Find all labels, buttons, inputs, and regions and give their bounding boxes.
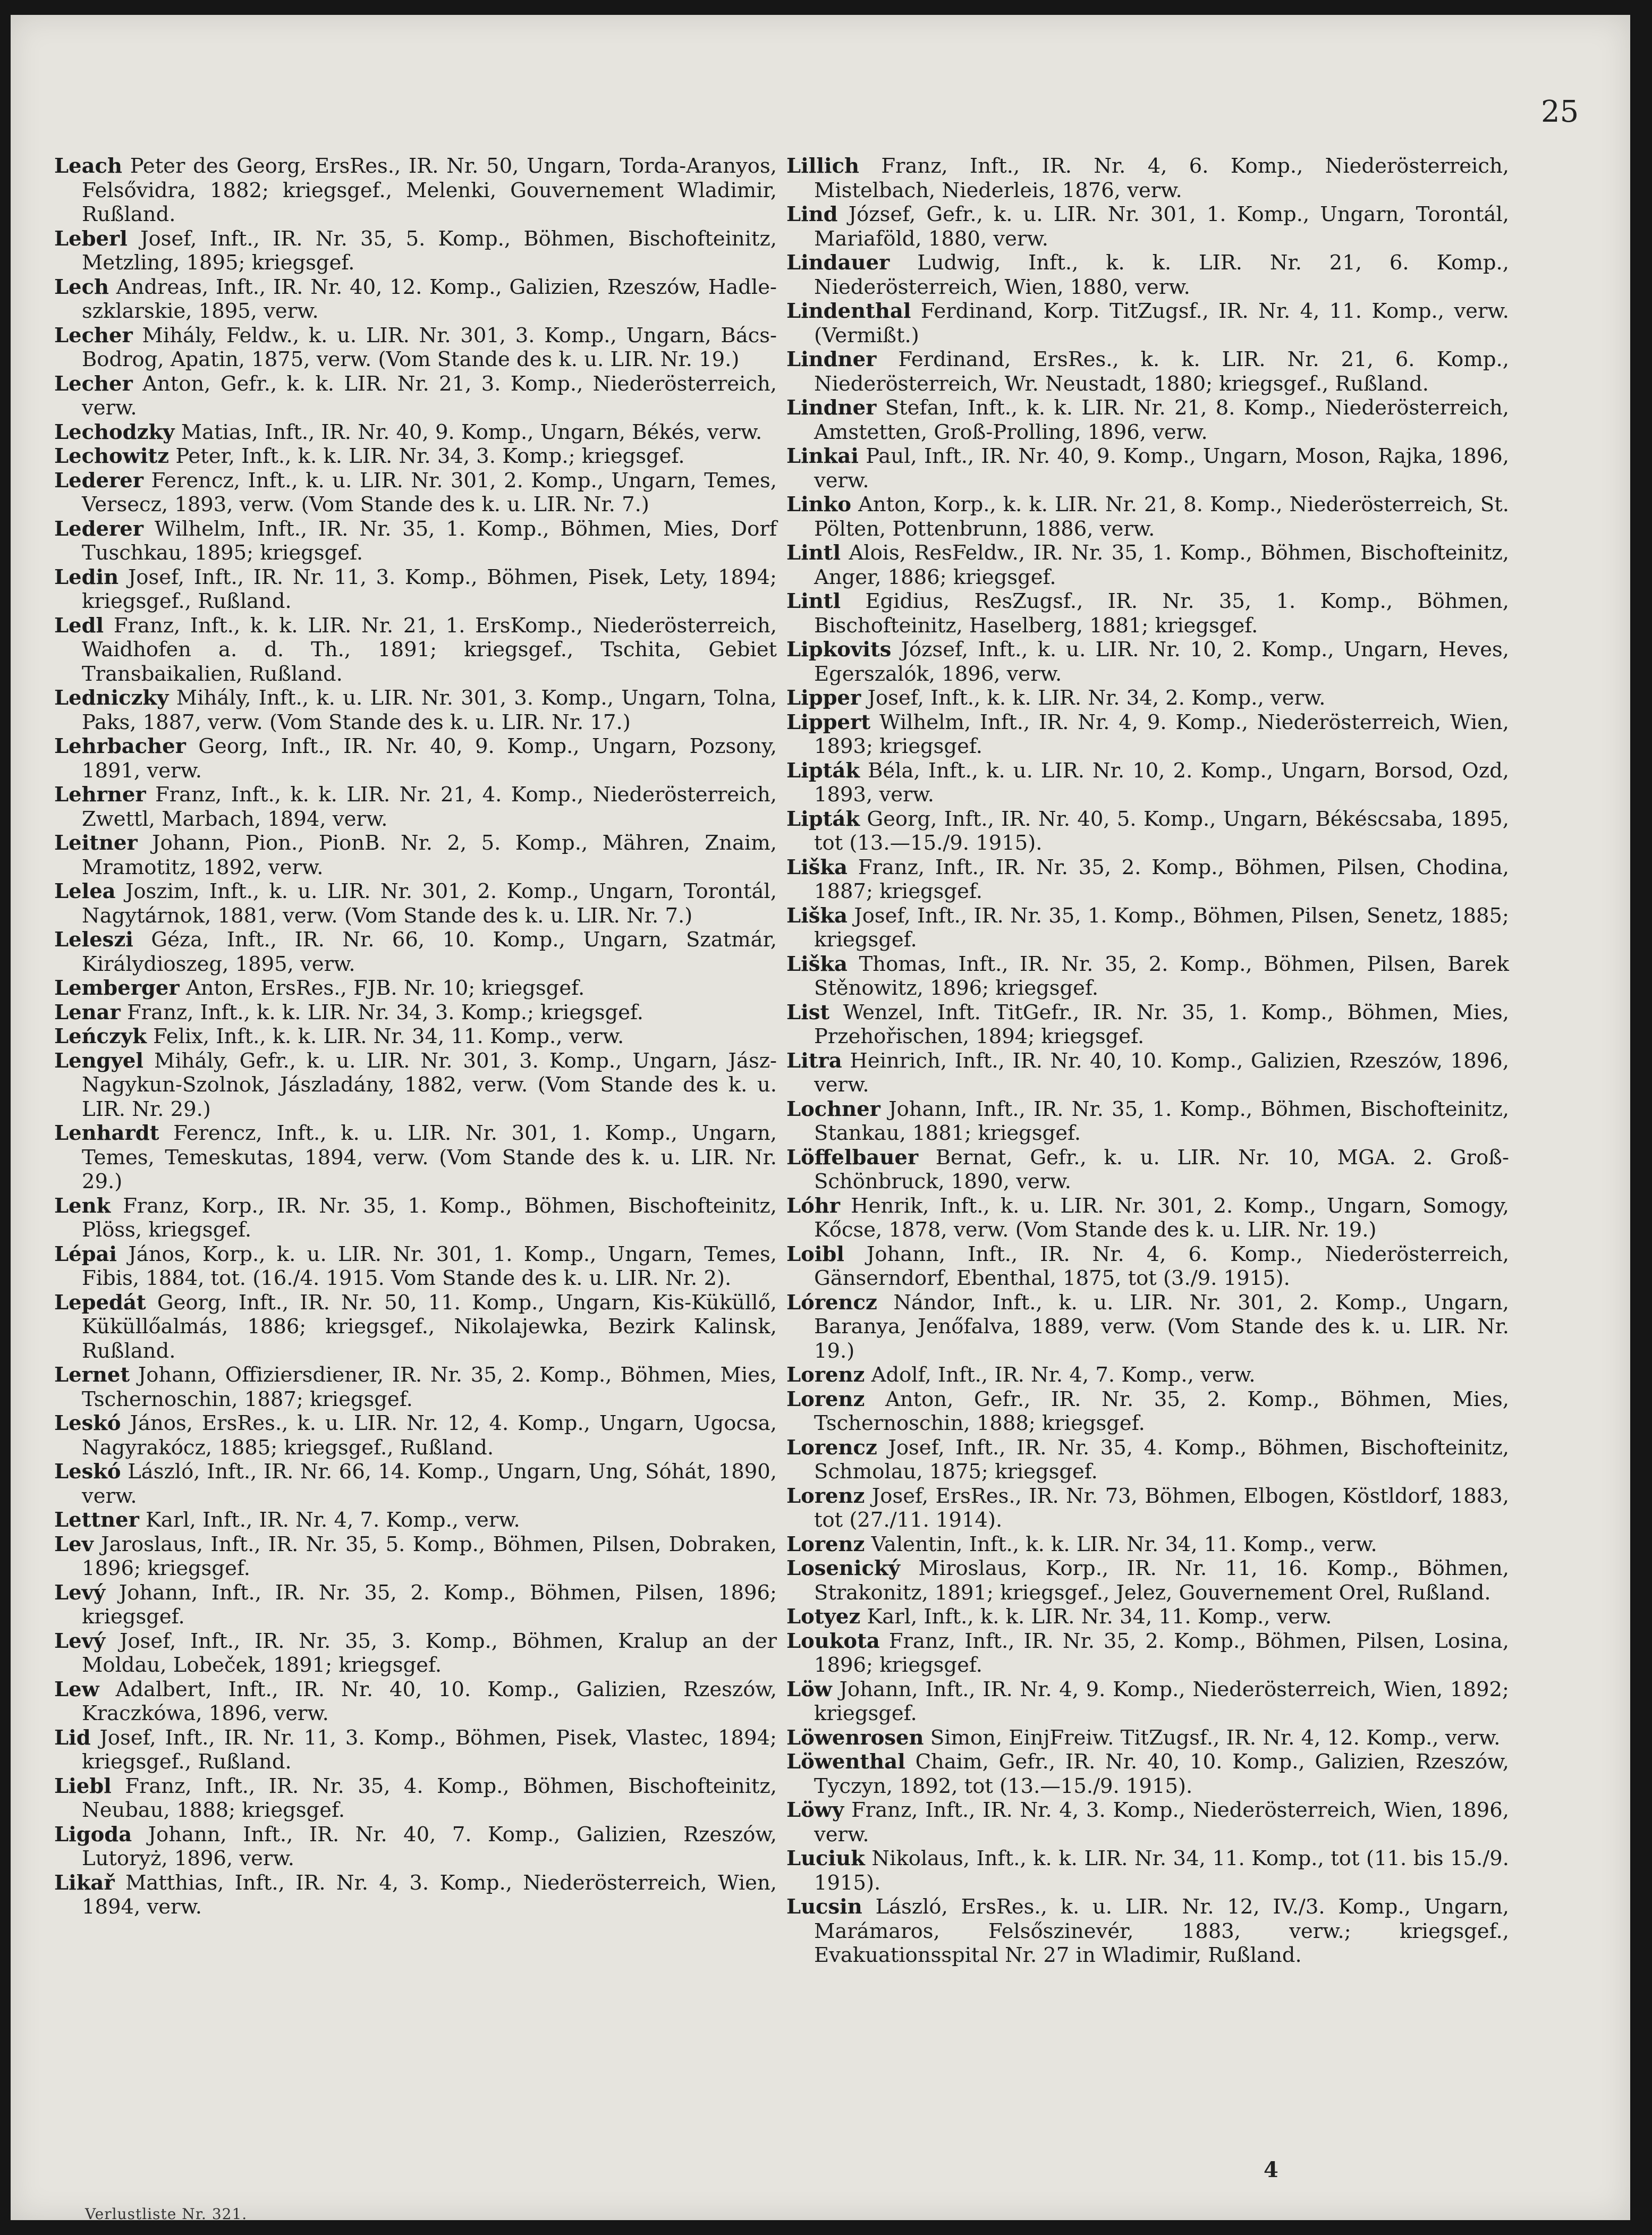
entry-surname: Levý <box>54 1580 106 1605</box>
entry-details: Franz, Inft., k. k. LIR. Nr. 21, 4. Komp., Niederösterreich, Zwettl, Marbach, 1894, verw. <box>82 783 777 831</box>
list-entry <box>786 710 1509 759</box>
entry-details: Henrik, Inft., k. u. LIR. Nr. 301, 2. Komp., Ungarn, Somogy, Kőcse, 1878, verw. (Vom Stande des k. u. LIR. Nr. 19.) <box>814 1193 1509 1242</box>
entry-surname: Lindauer <box>786 251 890 275</box>
list-entry <box>786 1001 1509 1049</box>
entry-details: Johann, Inft., IR. Nr. 35, 1. Komp., Böhmen, Bischofteinitz, Stankau, 1881; kriegsgef. <box>814 1097 1509 1145</box>
list-entry <box>786 1895 1509 1968</box>
entry-details: Paul, Inft., IR. Nr. 40, 9. Komp., Ungarn, Moson, Rajka, 1896, verw. <box>814 444 1509 493</box>
entry-details: Peter des Georg, ErsRes., IR. Nr. 50, Ungarn, Torda-Aranyos, Felsővidra, 1882; kriegsgef., Melenki, Gouvernement Wladimir, Rußland. <box>82 154 777 226</box>
list-entry <box>54 1242 777 1291</box>
list-entry <box>54 1508 777 1533</box>
entry-details: Josef, ErsRes., IR. Nr. 73, Böhmen, Elbogen, Köstldorf, 1883, tot (27./11. 1914). <box>814 1484 1509 1532</box>
entry-surname: Lorenz <box>786 1532 865 1556</box>
entry-details: Johann, Inft., IR. Nr. 4, 6. Komp., Niederösterreich, Gänserndorf, Ebenthal, 1875, tot (3./9. 1915). <box>814 1242 1509 1290</box>
entry-details: Géza, Inft., IR. Nr. 66, 10. Komp., Ungarn, Szatmár, Királydioszeg, 1895, verw. <box>82 928 777 976</box>
list-entry <box>54 1291 777 1364</box>
list-entry <box>786 1363 1509 1387</box>
entry-surname: Liebl <box>54 1774 112 1798</box>
entry-details: Andreas, Inft., IR. Nr. 40, 12. Komp., Galizien, Rzeszów, Hadle-szklarskie, 1895, verw. <box>82 275 777 323</box>
list-entry <box>54 1629 777 1678</box>
entry-surname: Litra <box>786 1048 842 1073</box>
entry-details: Karl, Inft., IR. Nr. 4, 7. Komp., verw. <box>146 1508 520 1532</box>
entry-details: Stefan, Inft., k. k. LIR. Nr. 21, 8. Komp., Niederösterreich, Amstetten, Groß-Prolling, 1896, verw. <box>814 396 1509 444</box>
entry-details: János, Korp., k. u. LIR. Nr. 301, 1. Komp., Ungarn, Temes, Fibis, 1884, tot. (16./4. 1915. Vom Stande des k. u. LIR. Nr. 2). <box>82 1242 777 1290</box>
list-entry <box>54 420 777 445</box>
list-entry <box>54 517 777 565</box>
entry-details: Karl, Inft., k. k. LIR. Nr. 34, 11. Komp., verw. <box>867 1605 1332 1629</box>
list-entry <box>54 565 777 614</box>
entry-surname: Linko <box>786 493 852 517</box>
entry-surname: Lemberger <box>54 976 180 1000</box>
entry-details: Josef, Inft., IR. Nr. 11, 3. Komp., Böhmen, Pisek, Lety, 1894; kriegsgef., Rußland. <box>82 565 777 613</box>
list-entry <box>786 904 1509 952</box>
entry-surname: Lev <box>54 1532 94 1556</box>
list-entry <box>786 1146 1509 1194</box>
entry-details: Ludwig, Inft., k. k. LIR. Nr. 21, 6. Komp., Niederösterreich, Wien, 1880, verw. <box>814 251 1509 299</box>
entry-details: Nikolaus, Inft., k. k. LIR. Nr. 34, 11. Komp., tot (11. bis 15./9. 1915). <box>814 1847 1509 1895</box>
entry-surname: Liška <box>786 903 848 928</box>
entry-surname: Loibl <box>786 1242 844 1266</box>
entry-details: Thomas, Inft., IR. Nr. 35, 2. Komp., Böhmen, Pilsen, Barek Stěnowitz, 1896; kriegsgef. <box>814 952 1509 1000</box>
list-entry <box>786 1097 1509 1146</box>
list-entry <box>786 1726 1509 1750</box>
entry-surname: Lenar <box>54 1000 121 1025</box>
list-entry <box>54 783 777 831</box>
entry-surname: Lintl <box>786 589 841 613</box>
entry-details: Josef, Inft., IR. Nr. 11, 3. Komp., Böhmen, Pisek, Vlastec, 1894; kriegsgef., Rußland. <box>82 1725 777 1774</box>
list-entry <box>786 348 1509 396</box>
list-entry <box>786 1678 1509 1726</box>
entry-surname: Lechodzky <box>54 420 175 444</box>
list-entry <box>54 372 777 420</box>
list-entry <box>786 1556 1509 1605</box>
entry-details: Franz, Inft., IR. Nr. 35, 4. Komp., Böhmen, Bischofteinitz, Neubau, 1888; kriegsgef. <box>82 1774 777 1822</box>
list-entry <box>54 444 777 469</box>
entry-details: Miroslaus, Korp., IR. Nr. 11, 16. Komp., Böhmen, Strakonitz, 1891; kriegsgef., Jelez, Gouvernement Orel, Rußland. <box>814 1556 1509 1605</box>
entry-surname: Lecher <box>54 371 133 396</box>
entry-surname: Lederer <box>54 517 144 541</box>
entry-details: Mihály, Feldw., k. u. LIR. Nr. 301, 3. Komp., Ungarn, Bács-Bodrog, Apatin, 1875, verw. (Vom Stande des k. u. LIR. Nr. 19.) <box>82 323 777 371</box>
entry-details: Josef, Inft., IR. Nr. 35, 1. Komp., Böhmen, Pilsen, Senetz, 1885; kriegsgef. <box>814 903 1510 952</box>
entry-surname: Lépai <box>54 1242 117 1266</box>
entry-details: Alois, ResFeldw., IR. Nr. 35, 1. Komp., Böhmen, Bischofteinitz, Anger, 1886; kriegsgef. <box>814 541 1509 589</box>
entry-details: Matias, Inft., IR. Nr. 40, 9. Komp., Ungarn, Békés, verw. <box>181 420 763 444</box>
entry-details: Johann, Offiziersdiener, IR. Nr. 35, 2. Komp., Böhmen, Mies, Tschernoschin, 1887; kriegsgef. <box>82 1363 777 1411</box>
entry-surname: Linkai <box>786 444 859 468</box>
list-entry <box>786 1533 1509 1557</box>
list-entry <box>786 493 1509 541</box>
entry-details: Anton, Gefr., k. k. LIR. Nr. 21, 3. Komp., Niederösterreich, verw. <box>82 371 777 420</box>
entry-details: Heinrich, Inft., IR. Nr. 40, 10. Komp., Galizien, Rzeszów, 1896, verw. <box>814 1048 1509 1097</box>
entry-surname: Liška <box>786 952 848 976</box>
list-entry <box>54 469 777 517</box>
list-entry <box>786 1798 1509 1847</box>
entry-surname: Ledl <box>54 613 104 638</box>
list-entry <box>786 1242 1509 1291</box>
list-entry <box>54 1581 777 1629</box>
list-entry <box>54 1363 777 1411</box>
list-entry <box>54 831 777 879</box>
entry-surname: Lengyel <box>54 1048 143 1073</box>
entry-surname: Lorenz <box>786 1363 865 1387</box>
list-entry <box>54 1726 777 1774</box>
list-entry <box>54 1678 777 1726</box>
entry-details: Wilhelm, Inft., IR. Nr. 4, 9. Komp., Niederösterreich, Wien, 1893; kriegsgef. <box>814 710 1509 758</box>
list-entry <box>786 1484 1509 1533</box>
list-entry <box>54 1001 777 1025</box>
entry-details: Franz, Inft., k. k. LIR. Nr. 34, 3. Komp.; kriegsgef. <box>127 1000 644 1025</box>
entry-details: Georg, Inft., IR. Nr. 40, 5. Komp., Ungarn, Békéscsaba, 1895, tot (13.—15./9. 1915). <box>814 807 1509 855</box>
entry-surname: Lippert <box>786 710 871 734</box>
entry-details: Ferencz, Inft., k. u. LIR. Nr. 301, 2. Komp., Ungarn, Temes, Versecz, 1893, verw. (Vom Stande des k. u. LIR. Nr. 7.) <box>82 468 777 517</box>
entry-details: József, Inft., k. u. LIR. Nr. 10, 2. Komp., Ungarn, Heves, Egerszalók, 1896, verw. <box>814 638 1509 686</box>
entry-surname: Löwenrosen <box>786 1725 924 1750</box>
entry-surname: Lederer <box>54 468 144 493</box>
entry-surname: Lind <box>786 202 838 226</box>
entry-details: Adolf, Inft., IR. Nr. 4, 7. Komp., verw. <box>871 1363 1256 1387</box>
list-entry <box>786 638 1509 686</box>
list-entry <box>786 154 1509 202</box>
entry-surname: Leleszi <box>54 928 133 952</box>
list-entry <box>786 396 1509 444</box>
entry-details: Jaroslaus, Inft., IR. Nr. 35, 5. Komp., Böhmen, Pilsen, Dobraken, 1896; kriegsgef. <box>82 1532 777 1580</box>
list-entry <box>54 275 777 324</box>
entry-surname: Lorencz <box>786 1435 877 1460</box>
entry-details: Anton, Korp., k. k. LIR. Nr. 21, 8. Komp., Niederösterreich, St. Pölten, Pottenbrunn, 1886, verw. <box>814 493 1509 541</box>
entry-details: Josef, Inft., IR. Nr. 35, 3. Komp., Böhmen, Kralup an der Moldau, Lobeček, 1891; kriegsgef. <box>82 1629 777 1677</box>
entry-details: Josef, Inft., k. k. LIR. Nr. 34, 2. Komp., verw. <box>867 686 1326 710</box>
entry-details: Johann, Inft., IR. Nr. 40, 7. Komp., Galizien, Rzeszów, Lutoryż, 1896, verw. <box>82 1822 777 1870</box>
list-entry <box>54 686 777 734</box>
list-entry <box>786 807 1509 856</box>
list-entry <box>54 879 777 928</box>
list-entry <box>786 202 1509 251</box>
list-entry <box>786 1629 1509 1678</box>
entry-surname: Liška <box>786 855 848 879</box>
entry-surname: Leitner <box>54 831 138 855</box>
list-entry <box>54 734 777 783</box>
list-entry <box>54 227 777 275</box>
entry-surname: Lórencz <box>786 1290 877 1315</box>
entry-surname: Lid <box>54 1725 91 1750</box>
footer-signature: 4 <box>1264 2157 1278 2182</box>
entry-surname: Leberl <box>54 226 128 251</box>
list-entry <box>54 1411 777 1460</box>
list-entry <box>786 1387 1509 1436</box>
entry-details: Ferdinand, ErsRes., k. k. LIR. Nr. 21, 6. Komp., Niederösterreich, Wr. Neustadt, 1880; kriegsgef., Rußland. <box>814 348 1509 396</box>
entry-surname: Lew <box>54 1677 99 1701</box>
entry-surname: Leach <box>54 154 122 178</box>
entry-details: Mihály, Inft., k. u. LIR. Nr. 301, 3. Komp., Ungarn, Tolna, Paks, 1887, verw. (Vom Stande des k. u. LIR. Nr. 17.) <box>82 686 777 734</box>
entry-surname: List <box>786 1000 830 1025</box>
list-entry <box>786 1194 1509 1242</box>
entry-details: Franz, Inft., IR. Nr. 35, 2. Komp., Böhmen, Pilsen, Losina, 1896; kriegsgef. <box>814 1629 1509 1677</box>
entry-surname: Lipták <box>786 807 860 831</box>
list-entry <box>54 1871 777 1919</box>
entry-details: Bernat, Gefr., k. u. LIR. Nr. 10, MGA. 2. Groß-Schönbruck, 1890, verw. <box>814 1145 1509 1193</box>
entry-surname: Lipták <box>786 758 860 783</box>
entry-details: Johann, Inft., IR. Nr. 35, 2. Komp., Böhmen, Pilsen, 1896; kriegsgef. <box>82 1580 777 1629</box>
entry-surname: Lóhr <box>786 1193 841 1218</box>
list-entry <box>786 541 1509 589</box>
list-entry <box>54 928 777 976</box>
entry-surname: Löwy <box>786 1798 844 1822</box>
list-entry <box>54 1121 777 1194</box>
entry-details: Franz, Inft., IR. Nr. 35, 2. Komp., Böhmen, Pilsen, Chodina, 1887; kriegsgef. <box>814 855 1509 903</box>
entry-details: Peter, Inft., k. k. LIR. Nr. 34, 3. Komp.; kriegsgef. <box>175 444 685 468</box>
entry-surname: Lenhardt <box>54 1121 159 1145</box>
entry-details: Josef, Inft., IR. Nr. 35, 5. Komp., Böhmen, Bischofteinitz, Metzling, 1895; kriegsgef. <box>82 226 777 275</box>
entry-details: Georg, Inft., IR. Nr. 40, 9. Komp., Ungarn, Pozsony, 1891, verw. <box>82 734 777 783</box>
entry-details: Felix, Inft., k. k. LIR. Nr. 34, 11. Komp., verw. <box>153 1025 624 1048</box>
entry-details: Ferencz, Inft., k. u. LIR. Nr. 301, 1. Komp., Ungarn, Temes, Temeskutas, 1894, verw. (Vom Stande des k. u. LIR. Nr. 29.) <box>82 1121 777 1193</box>
entry-details: Mihály, Gefr., k. u. LIR. Nr. 301, 3. Komp., Ungarn, Jász-Nagykun-Szolnok, Jászladány, 1882, verw. (Vom Stande des k. u. LIR. Nr. 29.) <box>82 1048 777 1121</box>
entry-details: László, ErsRes., k. u. LIR. Nr. 12, IV./3. Komp., Ungarn, Marámaros, Felsőszinevér, 1883, verw.; kriegsgef., Evakuationsspital Nr. 27 in Wladimir, Rußland. <box>814 1895 1509 1967</box>
entry-surname: Lorenz <box>786 1484 865 1508</box>
list-entry <box>54 1533 777 1581</box>
right-column <box>786 154 1509 1968</box>
entry-details: József, Gefr., k. u. LIR. Nr. 301, 1. Komp., Ungarn, Torontál, Mariaföld, 1880, verw. <box>814 202 1509 251</box>
entry-details: Wenzel, Inft. TitGefr., IR. Nr. 35, 1. Komp., Böhmen, Mies, Przehořischen, 1894; kriegsgef. <box>814 1000 1509 1048</box>
entry-surname: Lindner <box>786 396 877 420</box>
entry-details: Simon, EinjFreiw. TitZugsf., IR. Nr. 4, 12. Komp., verw. <box>930 1725 1501 1750</box>
list-entry <box>786 444 1509 493</box>
entry-surname: Levý <box>54 1629 106 1653</box>
entry-surname: Lucsin <box>786 1895 862 1919</box>
entry-surname: Lillich <box>786 154 860 178</box>
entry-details: Johann, Inft., IR. Nr. 4, 9. Komp., Niederösterreich, Wien, 1892; kriegsgef. <box>814 1677 1509 1725</box>
entry-details: Johann, Pion., PionB. Nr. 2, 5. Komp., Mähren, Znaim, Mramotitz, 1892, verw. <box>82 831 777 879</box>
entry-surname: Löw <box>786 1677 832 1701</box>
list-entry <box>786 1750 1509 1798</box>
list-entry <box>54 1025 777 1049</box>
entry-surname: Lindner <box>786 348 877 371</box>
list-entry <box>54 1774 777 1823</box>
entry-surname: Lindenthal <box>786 299 911 323</box>
list-entry <box>54 324 777 372</box>
list-entry <box>786 1847 1509 1895</box>
entry-details: Nándor, Inft., k. u. LIR. Nr. 301, 2. Komp., Ungarn, Baranya, Jenőfalva, 1889, verw. (Vom Stande des k. u. LIR. Nr. 19.) <box>814 1290 1509 1363</box>
list-entry <box>786 299 1509 348</box>
entry-surname: Lepedát <box>54 1290 146 1315</box>
entry-details: Georg, Inft., IR. Nr. 50, 11. Komp., Ungarn, Kis-Küküllő, Küküllőalmás, 1886; kriegsgef., Nikolajewka, Bezirk Kalinsk, Rußland. <box>82 1290 777 1363</box>
entry-details: János, ErsRes., k. u. LIR. Nr. 12, 4. Komp., Ungarn, Ugocsa, Nagyrakócz, 1885; kriegsgef., Rußland. <box>82 1411 777 1460</box>
list-entry <box>54 1049 777 1122</box>
entry-surname: Ledin <box>54 565 119 589</box>
footer-list-number: Verlustliste Nr. 321. <box>85 2205 248 2223</box>
entry-surname: Likař <box>54 1870 115 1895</box>
list-entry <box>786 952 1509 1001</box>
entry-surname: Lernet <box>54 1363 130 1387</box>
list-entry <box>786 251 1509 299</box>
list-entry <box>786 1049 1509 1097</box>
entry-surname: Lochner <box>786 1097 880 1121</box>
entry-surname: Losenický <box>786 1556 901 1580</box>
entry-surname: Ligoda <box>54 1822 132 1847</box>
entry-details: Ferdinand, Korp. TitZugsf., IR. Nr. 4, 11. Komp., verw. (Vermißt.) <box>814 299 1509 348</box>
list-entry <box>786 759 1509 807</box>
entry-surname: Luciuk <box>786 1847 865 1870</box>
entry-surname: Lehrner <box>54 783 146 807</box>
entry-details: Adalbert, Inft., IR. Nr. 40, 10. Komp., Galizien, Rzeszów, Kraczkówa, 1896, verw. <box>82 1677 777 1725</box>
list-entry <box>54 614 777 687</box>
entry-surname: Lipkovits <box>786 638 892 662</box>
entry-surname: Lorenz <box>786 1387 865 1411</box>
entry-surname: Lelea <box>54 879 116 903</box>
entry-details: Franz, Inft., IR. Nr. 4, 3. Komp., Niederösterreich, Wien, 1896, verw. <box>814 1798 1509 1847</box>
document-page <box>11 15 1630 2220</box>
list-entry <box>786 1291 1509 1364</box>
entry-surname: Leńczyk <box>54 1025 147 1048</box>
list-entry <box>786 1436 1509 1484</box>
entry-surname: Loukota <box>786 1629 880 1653</box>
entry-surname: Lintl <box>786 541 841 565</box>
list-entry <box>54 154 777 227</box>
entry-details: Béla, Inft., k. u. LIR. Nr. 10, 2. Komp., Ungarn, Borsod, Ozd, 1893, verw. <box>814 758 1509 807</box>
list-entry <box>786 686 1509 710</box>
entry-details: Egidius, ResZugsf., IR. Nr. 35, 1. Komp., Böhmen, Bischofteinitz, Haselberg, 1881; kriegsgef. <box>814 589 1509 638</box>
entry-surname: Ledniczky <box>54 686 169 710</box>
entry-surname: Löwenthal <box>786 1750 905 1774</box>
entry-surname: Löffelbauer <box>786 1145 919 1170</box>
entry-details: Valentin, Inft., k. k. LIR. Nr. 34, 11. Komp., verw. <box>871 1532 1377 1556</box>
page-number: 25 <box>1541 95 1579 129</box>
entry-surname: Lotyez <box>786 1605 861 1629</box>
list-entry <box>54 976 777 1001</box>
entry-surname: Lehrbacher <box>54 734 186 758</box>
list-entry <box>54 1460 777 1508</box>
entry-details: Franz, Inft., k. k. LIR. Nr. 21, 1. ErsKomp., Niederösterreich, Waidhofen a. d. Th., 1891; kriegsgef., Tschita, Gebiet Transbaikalien, Rußland. <box>82 613 777 686</box>
entry-surname: Lecher <box>54 323 133 348</box>
entry-details: Franz, Korp., IR. Nr. 35, 1. Komp., Böhmen, Bischofteinitz, Plöss, kriegsgef. <box>82 1193 777 1242</box>
entry-surname: Lipper <box>786 686 861 710</box>
entry-details: Wilhelm, Inft., IR. Nr. 35, 1. Komp., Böhmen, Mies, Dorf Tuschkau, 1895; kriegsgef. <box>82 517 777 565</box>
list-entry <box>786 589 1509 638</box>
entry-details: László, Inft., IR. Nr. 66, 14. Komp., Ungarn, Ung, Sóhát, 1890, verw. <box>82 1460 777 1508</box>
list-entry <box>54 1823 777 1871</box>
left-column <box>54 154 777 1919</box>
entry-surname: Lech <box>54 275 109 299</box>
entry-surname: Leskó <box>54 1411 121 1435</box>
entry-surname: Lechowitz <box>54 444 170 468</box>
entry-details: Franz, Inft., IR. Nr. 4, 6. Komp., Niederösterreich, Mistelbach, Niederleis, 1876, verw. <box>814 154 1509 202</box>
entry-details: Anton, Gefr., IR. Nr. 35, 2. Komp., Böhmen, Mies, Tschernoschin, 1888; kriegsgef. <box>814 1387 1509 1435</box>
list-entry <box>786 1605 1509 1629</box>
list-entry <box>786 856 1509 904</box>
entry-surname: Leskó <box>54 1460 121 1484</box>
entry-details: Chaim, Gefr., IR. Nr. 40, 10. Komp., Galizien, Rzeszów, Tyczyn, 1892, tot (13.—15./9. 1915). <box>814 1750 1509 1798</box>
entry-details: Anton, ErsRes., FJB. Nr. 10; kriegsgef. <box>185 976 585 1000</box>
entry-surname: Lettner <box>54 1508 139 1532</box>
entry-details: Matthias, Inft., IR. Nr. 4, 3. Komp., Niederösterreich, Wien, 1894, verw. <box>82 1870 777 1919</box>
entry-details: Joszim, Inft., k. u. LIR. Nr. 301, 2. Komp., Ungarn, Torontál, Nagytárnok, 1881, verw. (Vom Stande des k. u. LIR. Nr. 7.) <box>82 879 777 928</box>
list-entry <box>54 1194 777 1242</box>
entry-surname: Lenk <box>54 1193 111 1218</box>
entry-details: Josef, Inft., IR. Nr. 35, 4. Komp., Böhmen, Bischofteinitz, Schmolau, 1875; kriegsgef. <box>814 1435 1509 1484</box>
